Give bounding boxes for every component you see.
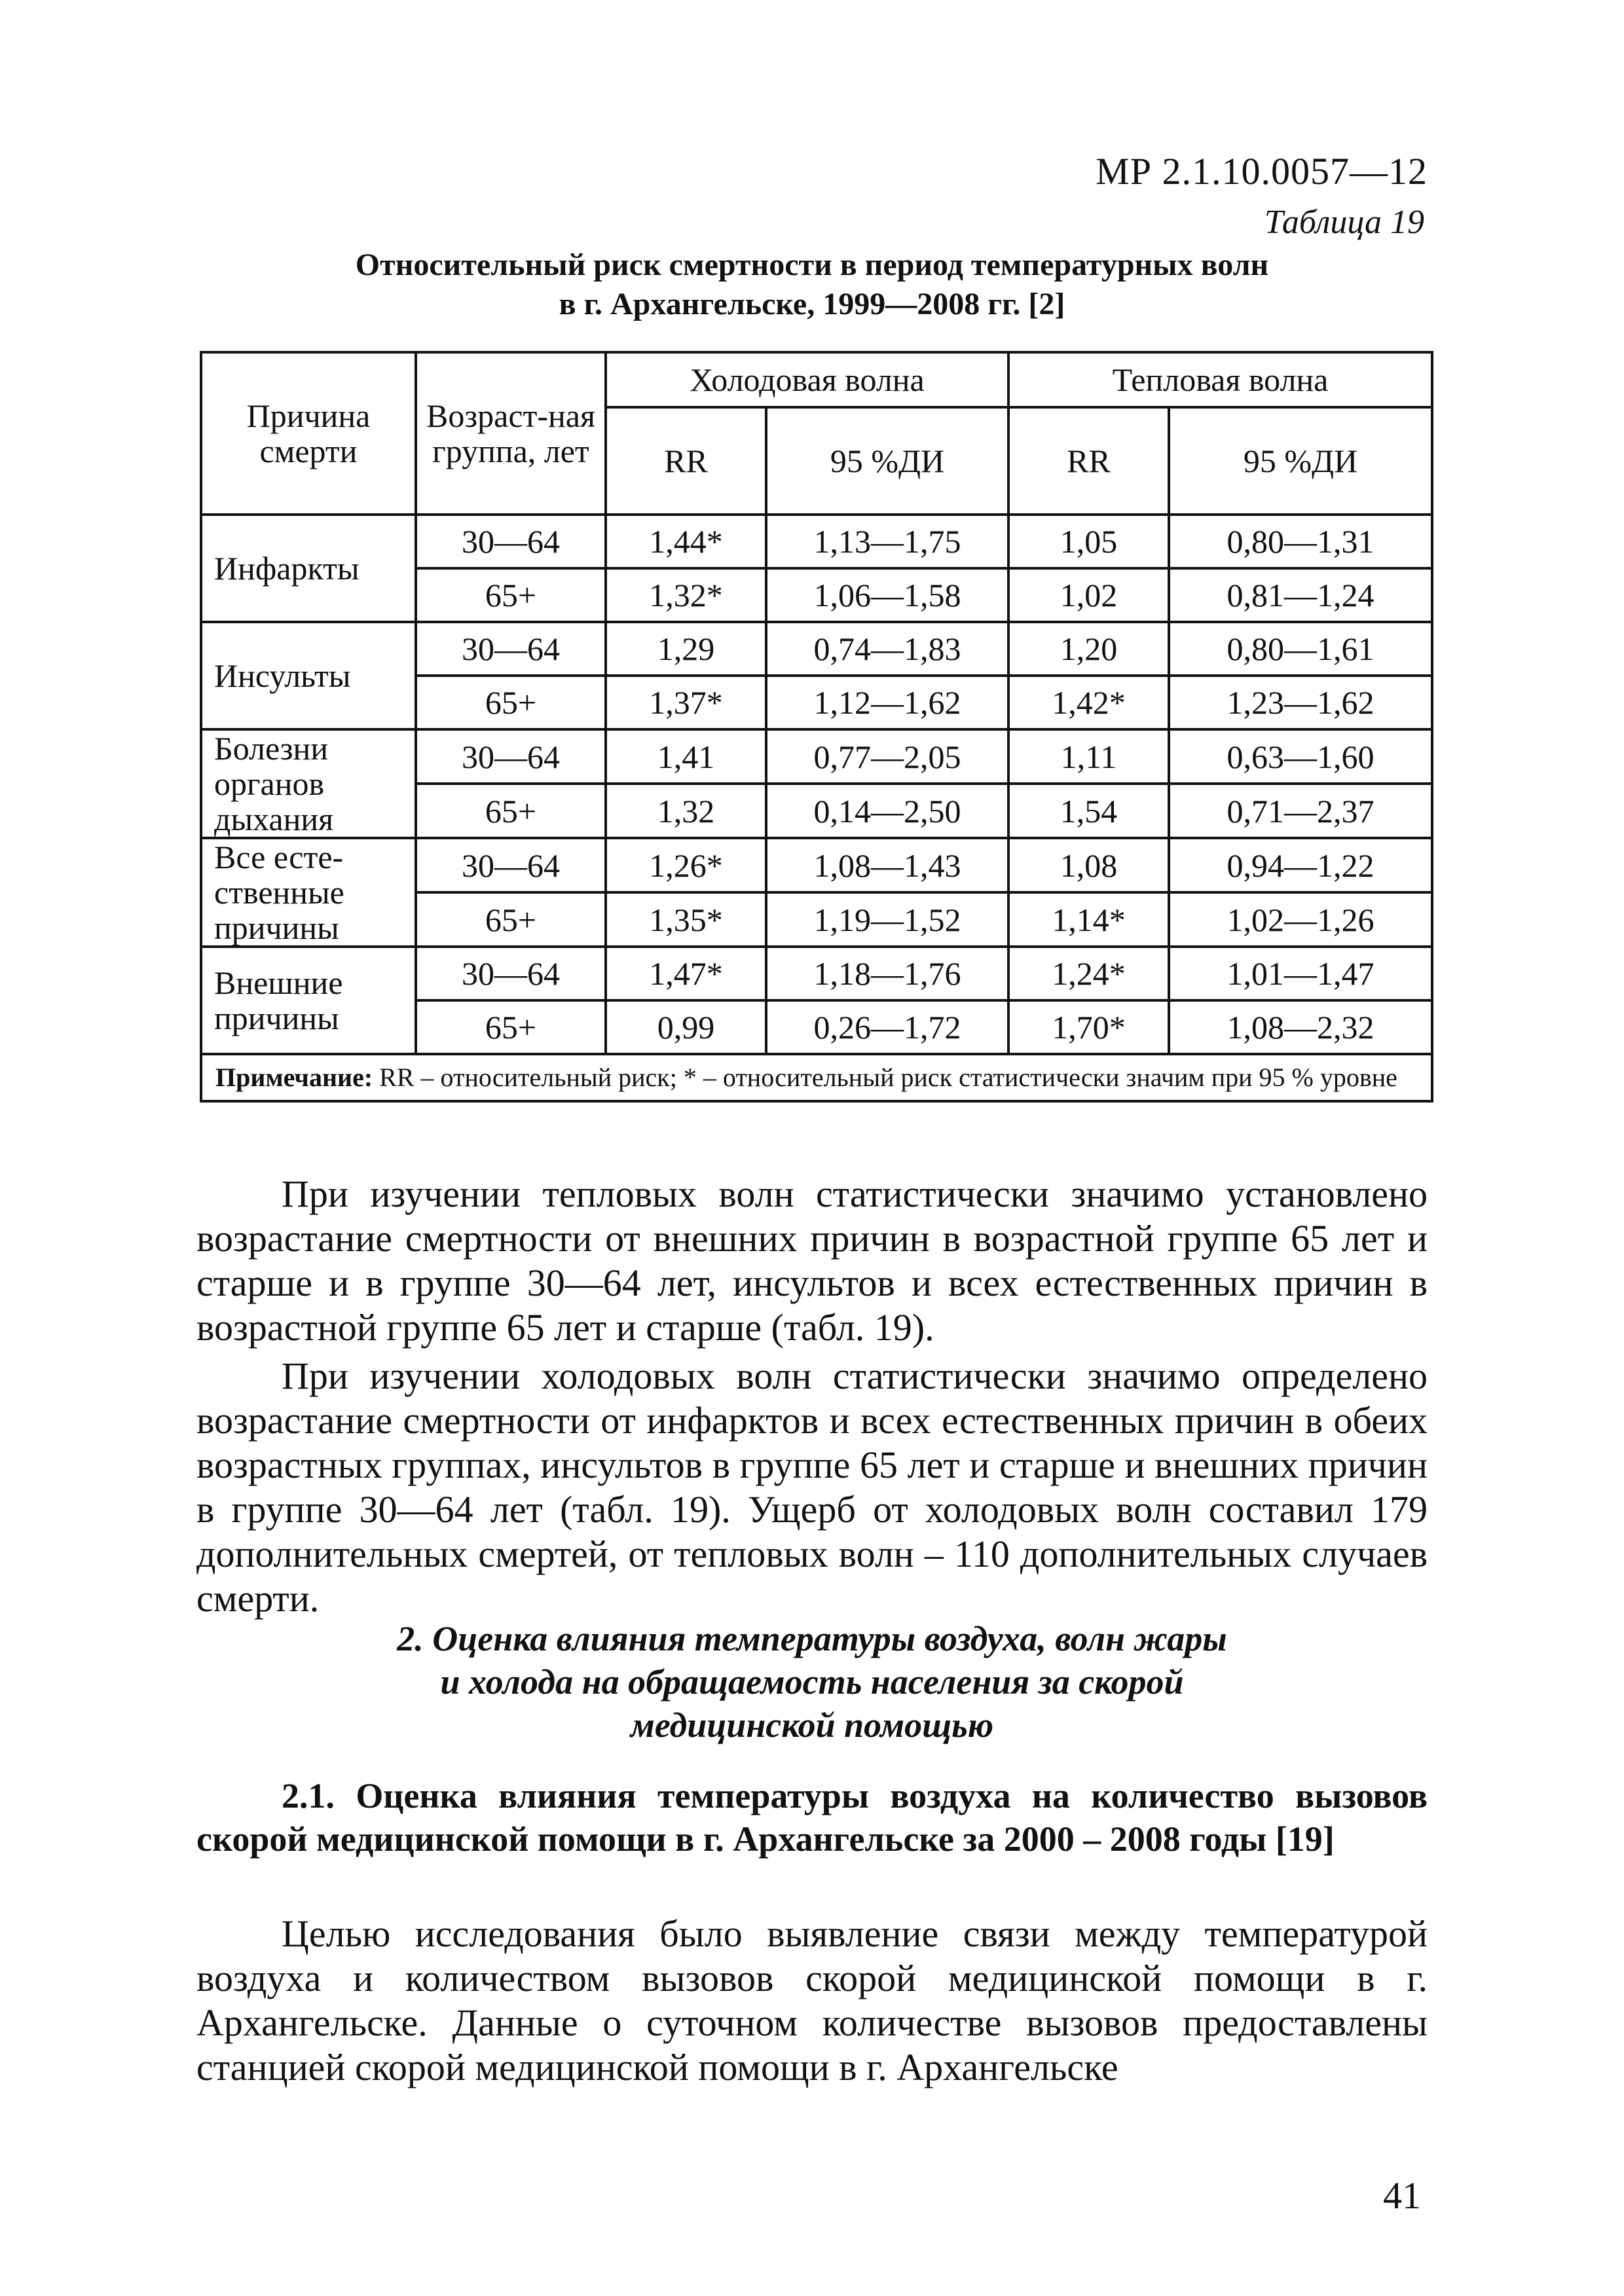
subsection-title: 2.1. Оценка влияния температуры воздуха на количество вызовов скорой медицинской помощи в г. Архангельске за 2000 – 2008 годы [19] bbox=[196, 1776, 1428, 1859]
cold-ci-cell: 1,18—1,76 bbox=[766, 947, 1008, 1000]
age-cell: 30—64 bbox=[416, 947, 606, 1000]
cold-ci-cell: 0,74—1,83 bbox=[766, 622, 1008, 676]
heat-rr-cell: 1,11 bbox=[1008, 729, 1169, 784]
heat-ci-cell: 1,01—1,47 bbox=[1169, 947, 1432, 1000]
table-title-line1: Относительный риск смертности в период температурных волн bbox=[355, 247, 1269, 282]
age-cell: 30—64 bbox=[416, 838, 606, 892]
heat-ci-cell: 0,94—1,22 bbox=[1169, 838, 1432, 892]
page-number: 41 bbox=[1383, 2174, 1421, 2217]
note-label: Примечание: bbox=[215, 1063, 373, 1092]
cold-ci-cell: 0,77—2,05 bbox=[766, 729, 1008, 784]
age-cell: 65+ bbox=[416, 784, 606, 838]
cause-cell: Инсульты bbox=[201, 622, 416, 729]
table-note-row bbox=[201, 1054, 1432, 1101]
section-title bbox=[196, 1617, 1428, 1747]
heat-ci-cell: 0,81—1,24 bbox=[1169, 568, 1432, 622]
heat-rr-cell: 1,05 bbox=[1008, 515, 1169, 568]
table-label: Таблица 19 bbox=[1264, 204, 1424, 241]
cold-rr-cell: 0,99 bbox=[606, 1000, 766, 1054]
heat-rr-cell: 1,54 bbox=[1008, 784, 1169, 838]
cold-ci-cell: 1,19—1,52 bbox=[766, 892, 1008, 947]
heat-ci-cell: 1,02—1,26 bbox=[1169, 892, 1432, 947]
header-cause: Причина смерти bbox=[201, 352, 416, 515]
heat-rr-cell: 1,42* bbox=[1008, 676, 1169, 729]
cause-cell: Все есте-ственные причины bbox=[201, 838, 416, 947]
cold-ci-cell: 0,14—2,50 bbox=[766, 784, 1008, 838]
section-title-line1: 2. Оценка влияния температуры воздуха, волн жары bbox=[397, 1619, 1227, 1658]
cold-rr-cell: 1,41 bbox=[606, 729, 766, 784]
heat-rr-cell: 1,24* bbox=[1008, 947, 1169, 1000]
section-title-line3: медицинской помощью bbox=[630, 1705, 994, 1745]
age-cell: 65+ bbox=[416, 568, 606, 622]
heat-rr-cell: 1,20 bbox=[1008, 622, 1169, 676]
header-age-group: Возраст-ная группа, лет bbox=[416, 352, 606, 515]
cold-rr-cell: 1,47* bbox=[606, 947, 766, 1000]
heat-ci-cell: 0,80—1,31 bbox=[1169, 515, 1432, 568]
header-cold-rr: RR bbox=[606, 407, 766, 515]
note-text: RR – относительный риск; * – относительный риск статистически значим при 95 % уровне bbox=[379, 1063, 1397, 1092]
cold-ci-cell: 1,08—1,43 bbox=[766, 838, 1008, 892]
header-cold-ci: 95 %ДИ bbox=[766, 407, 1008, 515]
age-cell: 65+ bbox=[416, 892, 606, 947]
table-row bbox=[201, 515, 1432, 568]
table-row bbox=[201, 622, 1432, 676]
heat-ci-cell: 0,80—1,61 bbox=[1169, 622, 1432, 676]
table-title-line2: в г. Архангельске, 1999—2008 гг. [2] bbox=[559, 287, 1065, 321]
cold-ci-cell: 0,26—1,72 bbox=[766, 1000, 1008, 1054]
paragraph-text: Целью исследования было выявление связи между температурой воздуха и количеством вызовов скорой медицинской помощи в г. Архангельске. Данные о суточном количестве вызовов предоставлены станцией скорой медицинской помощи в г. Архангельске bbox=[196, 1912, 1428, 2088]
header-heat-wave: Тепловая волна bbox=[1008, 352, 1432, 407]
header-heat-rr: RR bbox=[1008, 407, 1169, 515]
cold-rr-cell: 1,29 bbox=[606, 622, 766, 676]
cold-ci-cell: 1,06—1,58 bbox=[766, 568, 1008, 622]
cause-cell: Болезни органов дыхания bbox=[201, 729, 416, 838]
cold-rr-cell: 1,37* bbox=[606, 676, 766, 729]
table-header-row bbox=[201, 352, 1432, 407]
heat-rr-cell: 1,08 bbox=[1008, 838, 1169, 892]
paragraph-cold-waves bbox=[196, 1354, 1428, 1621]
paragraph-heat-waves bbox=[196, 1172, 1428, 1350]
paragraph-text: При изучении холодовых волн статистически значимо определено возрастание смертности от инфарктов и всех естественных причин в обеих возрастных группах, инсультов в группе 65 лет и старше и внешних причин в группе 30—64 лет (табл. 19). Ущерб от холодовых волн составил 179 дополнительных смертей, от тепловых волн – 110 дополнительных случаев смерти. bbox=[196, 1355, 1428, 1620]
cold-ci-cell: 1,12—1,62 bbox=[766, 676, 1008, 729]
header-heat-ci: 95 %ДИ bbox=[1169, 407, 1432, 515]
heat-ci-cell: 0,63—1,60 bbox=[1169, 729, 1432, 784]
cold-ci-cell: 1,13—1,75 bbox=[766, 515, 1008, 568]
heat-rr-cell: 1,02 bbox=[1008, 568, 1169, 622]
age-cell: 30—64 bbox=[416, 622, 606, 676]
paragraph-text: При изучении тепловых волн статистически значимо установлено возрастание смертности от внешних причин в возрастной группе 65 лет и старше и в группе 30—64 лет, инсультов и всех естественных причин в возрастной группе 65 лет и старше (табл. 19). bbox=[196, 1173, 1428, 1349]
section-title-line2: и холода на обращаемость населения за скорой bbox=[440, 1662, 1184, 1702]
heat-rr-cell: 1,70* bbox=[1008, 1000, 1169, 1054]
cause-cell: Внешние причины bbox=[201, 947, 416, 1054]
cold-rr-cell: 1,32 bbox=[606, 784, 766, 838]
document-code: МР 2.1.10.0057—12 bbox=[1096, 150, 1428, 192]
heat-ci-cell: 1,08—2,32 bbox=[1169, 1000, 1432, 1054]
cold-rr-cell: 1,44* bbox=[606, 515, 766, 568]
age-cell: 65+ bbox=[416, 676, 606, 729]
paragraph-study-aim bbox=[196, 1912, 1428, 2090]
cold-rr-cell: 1,32* bbox=[606, 568, 766, 622]
table-row bbox=[201, 947, 1432, 1000]
age-cell: 65+ bbox=[416, 1000, 606, 1054]
cause-cell: Инфаркты bbox=[201, 515, 416, 622]
cold-rr-cell: 1,26* bbox=[606, 838, 766, 892]
table-title bbox=[196, 246, 1428, 324]
heat-ci-cell: 0,71—2,37 bbox=[1169, 784, 1432, 838]
age-cell: 30—64 bbox=[416, 515, 606, 568]
table-note bbox=[201, 1054, 1432, 1101]
cold-rr-cell: 1,35* bbox=[606, 892, 766, 947]
age-cell: 30—64 bbox=[416, 729, 606, 784]
heat-rr-cell: 1,14* bbox=[1008, 892, 1169, 947]
table-row bbox=[201, 729, 1432, 784]
relative-risk-table bbox=[200, 351, 1433, 1102]
heat-ci-cell: 1,23—1,62 bbox=[1169, 676, 1432, 729]
table-row bbox=[201, 838, 1432, 892]
header-cold-wave: Холодовая волна bbox=[606, 352, 1008, 407]
